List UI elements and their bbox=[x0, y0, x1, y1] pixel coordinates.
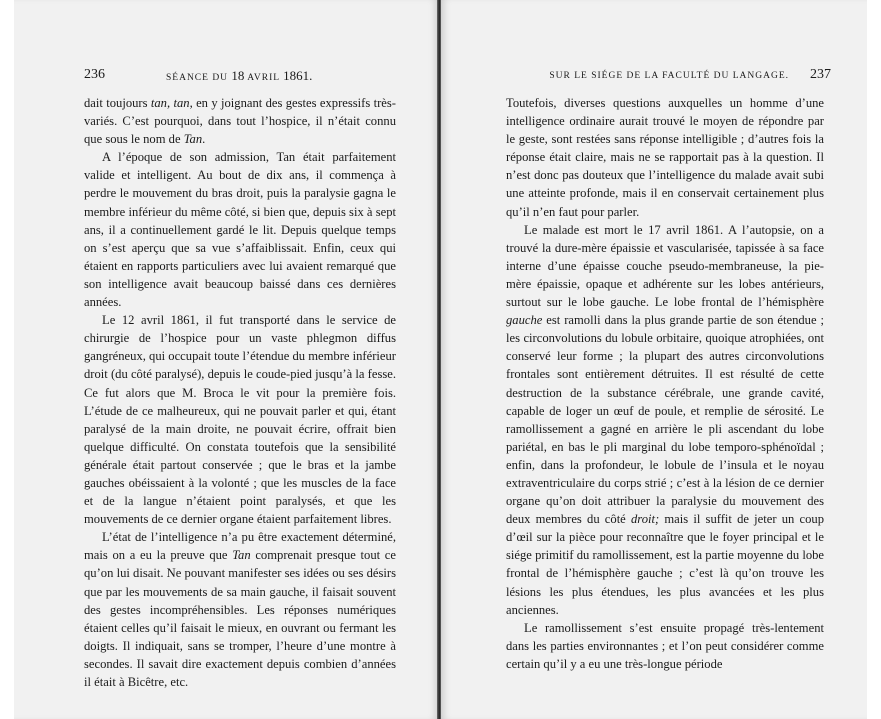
right-page-number: 237 bbox=[810, 67, 831, 82]
right-page bbox=[441, 0, 867, 719]
italic-run: Tan bbox=[232, 548, 251, 563]
left-running-head-day: 18 bbox=[231, 68, 245, 83]
right-page-header bbox=[501, 66, 831, 84]
left-running-head-part: AVRIL bbox=[244, 73, 284, 83]
right-body-text bbox=[506, 94, 824, 673]
text-run: comprenait presque tout ce qu’on lui disait. Ne pouvant manifester ses idées ou ses désirs que par les mouvements de sa main gauche, il faisait souvent des gestes incompréhensibles. Les réponses numériques étaient celles qu’il faisait le mieux, en ouvrant ou fermant les doigts. Il indiquait, sans se tromper, l’heure d’une montre à secondes. Il savait dire exactement depuis combien d’années il était à Bicêtre, etc. bbox=[84, 548, 396, 689]
text-run: est ramolli dans la plus grande partie de son étendue ; les circonvolutions du lobule orbitaire, quoique atrophiées, ont conservé leur forme ; la plupart des autres circonvolutions frontales sont entièrement détruites. Il est résulté de cette destruction de la substance cérébrale, une grande cavité, capable de loger un œuf de poule, et remplie de sérosité. Le ramollissement a gagné en arrière le pli ascendant du lobe pariétal, en bas le pli marginal du lobe temporo-sphénoïdal ; enfin, dans la profondeur, le lobule de l’insula et le noyau extraventriculaire du corps strié ; c’est à la lésion de ce dernier organe qu’on doit attribuer la paralysie du mouvement des deux membres du côté bbox=[506, 313, 824, 527]
text-run: L’état de l’intelligence n’a pu être exactement déterminé, mais on a eu la preuve que bbox=[84, 530, 396, 563]
text-run: Le ramollissement s’est ensuite propagé très-lentement dans les parties environnantes ; et l’on peut considérer comme certain qu’il y a eu une très-longue période bbox=[506, 620, 824, 671]
left-page bbox=[14, 0, 438, 719]
left-running-head-year: 1861. bbox=[283, 68, 313, 83]
paragraph bbox=[506, 221, 824, 619]
italic-run: Tan bbox=[183, 132, 203, 147]
text-run: dait toujours bbox=[84, 96, 151, 110]
italic-run: droit; bbox=[630, 512, 660, 527]
text-run: . bbox=[202, 132, 206, 147]
text-run: A l’époque de son admission, Tan était parfaitement valide et intelligent. Au bout de dix ans, il commença à perdre le mouvement du bras droit, puis la paralysie gagna le membre inférieur du même côté, si bien que, depuis six à sept ans, il a continuellement gardé le lit. Depuis quelque temps on s’est aperçu que sa vue s’affaiblissait. Enfin, ceux qui étaient en rapports particuliers avec lui avaient remarqué que son intelligence avait beaucoup baissé dans ces dernières années. bbox=[84, 150, 396, 310]
paragraph bbox=[84, 528, 396, 691]
left-page-header bbox=[84, 66, 404, 84]
text-run: Le malade est mort le 17 avril 1861. A l’autopsie, on a trouvé la dure-mère épaissie et vascularisée, tapissée à sa face interne d’une épaisse couche pseudo-membraneuse, la pie-mère épaissie, opaque et adhérente sur les lobes antérieurs, surtout sur le lobe gauche. Le lobe frontal de l’hémisphère bbox=[506, 222, 824, 310]
paragraph bbox=[506, 94, 824, 221]
text-run: Toutefois, diverses questions auxquelles un homme d’une intelligence ordinaire aurait trouvé le moyen de répondre par le geste, sont restées sans réponse intelligible ; d’autres fois la réponse était claire, mais ne se rapportait pas à la question. Il n’est donc pas douteux que l’intelligence du malade avait subi une atteinte profonde, mais il en conservait certainement plus qu’il n’en faut pour parler. bbox=[506, 96, 824, 219]
left-body-text bbox=[84, 94, 396, 691]
left-page-number: 236 bbox=[84, 67, 105, 82]
left-running-head-part: SÉANCE DU bbox=[166, 73, 232, 83]
paragraph bbox=[506, 619, 824, 673]
text-run: mais il suffit de jeter un coup d’œil sur la pièce pour reconnaître que le foyer principal et le siége primitif du ramollissement, est la partie moyenne du lobe frontal de l’hémisphère gauche ; c’est là qu’on trouve les lésions les plus étendues, les plus avancées et les plus anciennes. bbox=[506, 512, 824, 617]
paragraph bbox=[84, 94, 396, 148]
text-run: Le 12 avril 1861, il fut transporté dans le service de chirurgie de l’hospice pour un vaste phlegmon diffus gangréneux, qui occupait toute l’étendue du membre inférieur droit (du côté paralysé), depuis le coude-pied jusqu’à la fesse. Ce fut alors que M. Broca le vit pour la première fois. L’étude de ce malheureux, qui ne pouvait parler et qui, étant paralysé de la main droite, ne pouvait écrire, offrait bien quelque difficulté. On constata toutefois que la sensibilité générale était partout conservée ; que le bras et la jambe gauches obéissaient à la volonté ; que les muscles de la face et de la langue n’étaient point paralysés, et que les mouvements de ce dernier organe étaient parfaitement libres. bbox=[84, 313, 396, 527]
paragraph bbox=[84, 148, 396, 311]
italic-run: tan, tan, bbox=[150, 96, 193, 110]
right-running-head: SUR LE SIÉGE DE LA FACULTÉ DU LANGAGE. bbox=[549, 71, 789, 81]
italic-run: gauche bbox=[506, 313, 543, 328]
paragraph bbox=[84, 311, 396, 528]
text-run: en y joignant des gestes expressifs très-variés. C’est pourquoi, dans tout l’hospice, il n’était connu que sous le nom de bbox=[84, 96, 396, 147]
left-running-head bbox=[166, 67, 312, 87]
